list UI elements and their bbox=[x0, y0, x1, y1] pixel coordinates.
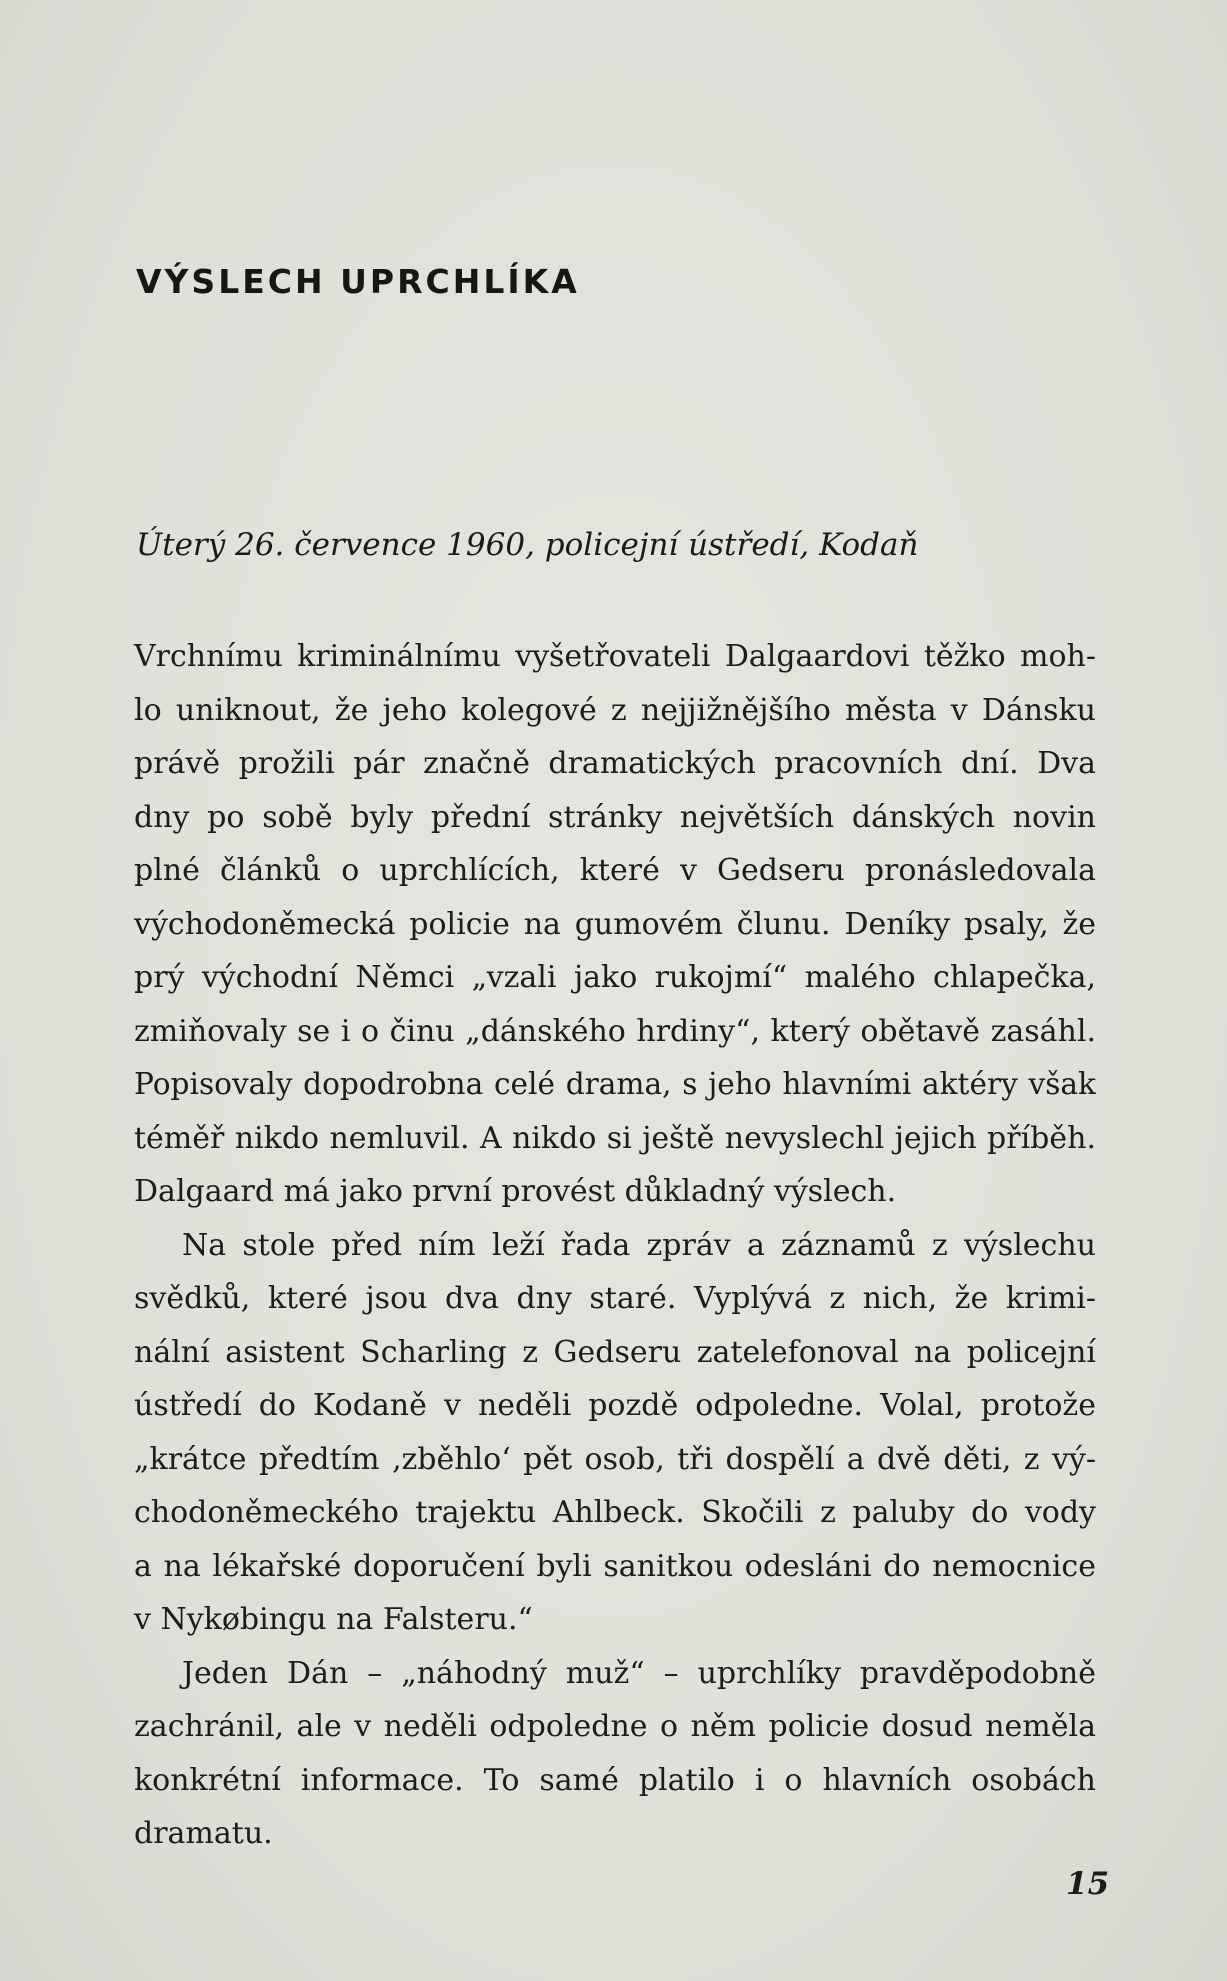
text-line: Jeden Dán – „náhodný muž“ – uprchlíky pravděpodobně bbox=[182, 1655, 1096, 1691]
text-line: lo uniknout, že jeho kolegové z nejjižnějšího města v Dánsku bbox=[134, 692, 1096, 728]
chapter-dateline: Úterý 26. července 1960, policejní ústředí, Kodaň bbox=[136, 527, 919, 563]
text-line: právě prožili pár značně dramatických pracovních dní. Dva bbox=[134, 746, 1096, 781]
text-line: Vrchnímu kriminálnímu vyšetřovateli Dalgaardovi těžko moh- bbox=[134, 639, 1096, 674]
text-line: dramatu. bbox=[134, 1816, 273, 1851]
text-line: prý východní Němci „vzali jako rukojmí“ malého chlapečka, bbox=[134, 960, 1096, 995]
text-line: chodoněmeckého trajektu Ahlbeck. Skočili z paluby do vody bbox=[134, 1495, 1096, 1530]
text-line: plné článků o uprchlících, které v Gedseru pronásledovala bbox=[134, 853, 1096, 888]
text-line: svědků, které jsou dva dny staré. Vyplývá z nich, že krimi- bbox=[134, 1281, 1096, 1316]
text-line: Dalgaard má jako první provést důkladný výslech. bbox=[134, 1174, 897, 1209]
text-line: ústředí do Kodaně v neděli pozdě odpoledne. Volal, protože bbox=[134, 1388, 1096, 1423]
body-text bbox=[134, 630, 1096, 1861]
text-line: téměř nikdo nemluvil. A nikdo si ještě nevyslechl jejich příběh. bbox=[134, 1120, 1096, 1156]
text-line: konkrétní informace. To samé platilo i o hlavních osobách bbox=[134, 1762, 1096, 1798]
text-line: dny po sobě byly přední stránky největších dánských novin bbox=[134, 799, 1096, 835]
text-line: Popisovaly dopodrobna celé drama, s jeho hlavními aktéry však bbox=[134, 1067, 1096, 1101]
text-line: v Nykøbingu na Falsteru.“ bbox=[134, 1602, 533, 1637]
text-line: nální asistent Scharling z Gedseru zatelefonoval na policejní bbox=[134, 1334, 1096, 1370]
text-line: zmiňovaly se i o činu „dánského hrdiny“, který obětavě zasáhl. bbox=[134, 1013, 1096, 1049]
text-line: Na stole před ním leží řada zpráv a záznamů z výslechu bbox=[182, 1227, 1096, 1263]
text-line: a na lékařské doporučení byli sanitkou odesláni do nemocnice bbox=[134, 1548, 1096, 1584]
text-line: východoněmecká policie na gumovém člunu. Deníky psaly, že bbox=[134, 906, 1096, 942]
text-line: zachránil, ale v neděli odpoledne o něm policie dosud neměla bbox=[134, 1709, 1096, 1744]
page-number: 15 bbox=[1066, 1866, 1110, 1902]
chapter-title: VÝSLECH UPRCHLÍKA bbox=[136, 262, 580, 301]
text-line: „krátce předtím ‚zběhlo‘ pět osob, tři dospělí a dvě děti, z vý- bbox=[134, 1441, 1096, 1477]
